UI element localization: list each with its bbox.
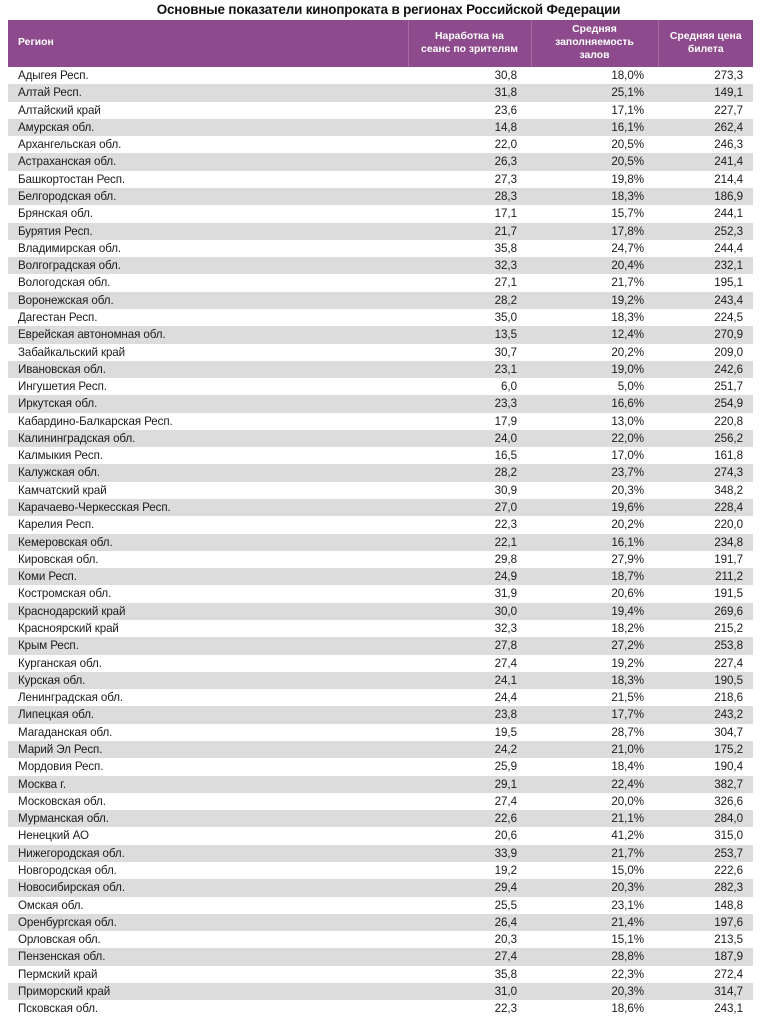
cell-attendance: 27,4 [408, 948, 531, 965]
cell-attendance: 29,1 [408, 776, 531, 793]
table-row[interactable] [8, 551, 753, 568]
cell-region: Мурманская обл. [8, 810, 408, 827]
cell-attendance: 23,6 [408, 102, 531, 119]
cell-price: 220,0 [658, 516, 753, 533]
cell-region: Московская обл. [8, 793, 408, 810]
cell-region: Забайкальский край [8, 344, 408, 361]
column-header-region[interactable] [8, 20, 408, 67]
cell-attendance: 27,1 [408, 274, 531, 291]
cell-price: 274,3 [658, 464, 753, 481]
table-row[interactable] [8, 776, 753, 793]
cell-price: 186,9 [658, 188, 753, 205]
cell-attendance: 23,1 [408, 361, 531, 378]
cell-attendance: 29,8 [408, 551, 531, 568]
cell-price: 284,0 [658, 810, 753, 827]
column-header-occupancy-line1: Средняя [572, 24, 617, 36]
cell-region: Бурятия Респ. [8, 223, 408, 240]
cell-attendance: 19,5 [408, 724, 531, 741]
cell-price: 228,4 [658, 499, 753, 516]
cell-occupancy: 16,1% [531, 534, 658, 551]
cell-occupancy: 22,3% [531, 966, 658, 983]
cell-occupancy: 17,1% [531, 102, 658, 119]
cell-attendance: 22,1 [408, 534, 531, 551]
column-header-price[interactable] [658, 20, 753, 67]
cell-occupancy: 20,5% [531, 136, 658, 153]
cell-price: 304,7 [658, 724, 753, 741]
cell-price: 190,5 [658, 672, 753, 689]
table-row[interactable] [8, 102, 753, 119]
cell-attendance: 23,8 [408, 706, 531, 723]
cell-attendance: 22,0 [408, 136, 531, 153]
cell-region: Ивановская обл. [8, 361, 408, 378]
cell-region: Башкортостан Респ. [8, 171, 408, 188]
cell-occupancy: 20,3% [531, 983, 658, 1000]
cell-occupancy: 20,4% [531, 257, 658, 274]
table-row[interactable] [8, 672, 753, 689]
cell-attendance: 23,3 [408, 395, 531, 412]
cell-price: 227,7 [658, 102, 753, 119]
cell-region: Оренбургская обл. [8, 914, 408, 931]
cell-attendance: 24,4 [408, 689, 531, 706]
table-row[interactable] [8, 706, 753, 723]
table-row[interactable] [8, 793, 753, 810]
cell-price: 149,1 [658, 84, 753, 101]
cell-occupancy: 23,1% [531, 897, 658, 914]
table-row[interactable] [8, 67, 753, 84]
cell-region: Пензенская обл. [8, 948, 408, 965]
cell-price: 242,6 [658, 361, 753, 378]
cell-price: 220,8 [658, 413, 753, 430]
table-row[interactable] [8, 119, 753, 136]
table-row[interactable] [8, 499, 753, 516]
table-row[interactable] [8, 741, 753, 758]
cell-price: 269,6 [658, 603, 753, 620]
cell-price: 222,6 [658, 862, 753, 879]
cell-region: Адыгея Респ. [8, 67, 408, 84]
column-header-attendance-line2: сеанс по зрителям [421, 43, 518, 55]
table-row[interactable] [8, 827, 753, 844]
table-row[interactable] [8, 914, 753, 931]
cell-attendance: 27,0 [408, 499, 531, 516]
cell-region: Псковская обл. [8, 1000, 408, 1017]
table-row[interactable] [8, 983, 753, 1000]
cell-region: Москва г. [8, 776, 408, 793]
cell-price: 253,8 [658, 637, 753, 654]
cell-region: Алтайский край [8, 102, 408, 119]
table-row[interactable] [8, 274, 753, 291]
cell-attendance: 33,9 [408, 845, 531, 862]
table-row[interactable] [8, 464, 753, 481]
cell-price: 270,9 [658, 326, 753, 343]
table-row[interactable] [8, 1000, 753, 1017]
cell-attendance: 24,2 [408, 741, 531, 758]
cell-occupancy: 18,6% [531, 1000, 658, 1017]
table-row[interactable] [8, 413, 753, 430]
cell-occupancy: 16,1% [531, 119, 658, 136]
cell-price: 191,7 [658, 551, 753, 568]
cell-occupancy: 18,3% [531, 672, 658, 689]
cell-attendance: 29,4 [408, 879, 531, 896]
cell-attendance: 17,9 [408, 413, 531, 430]
cell-attendance: 28,2 [408, 292, 531, 309]
cell-occupancy: 20,0% [531, 793, 658, 810]
cell-occupancy: 21,0% [531, 741, 658, 758]
cell-price: 326,6 [658, 793, 753, 810]
cell-attendance: 30,7 [408, 344, 531, 361]
cell-region: Камчатский край [8, 482, 408, 499]
cell-occupancy: 28,7% [531, 724, 658, 741]
cell-occupancy: 19,2% [531, 655, 658, 672]
cell-region: Пермский край [8, 966, 408, 983]
cell-occupancy: 15,1% [531, 931, 658, 948]
cell-region: Карелия Респ. [8, 516, 408, 533]
cell-price: 211,2 [658, 568, 753, 585]
cell-price: 241,4 [658, 153, 753, 170]
column-header-occupancy-line2: заполняемость [555, 37, 634, 49]
cell-price: 314,7 [658, 983, 753, 1000]
table-row[interactable] [8, 205, 753, 222]
cell-occupancy: 21,7% [531, 274, 658, 291]
cell-attendance: 35,0 [408, 309, 531, 326]
cell-occupancy: 28,8% [531, 948, 658, 965]
cell-attendance: 31,8 [408, 84, 531, 101]
cell-occupancy: 20,5% [531, 153, 658, 170]
table-row[interactable] [8, 948, 753, 965]
cell-occupancy: 21,4% [531, 914, 658, 931]
cell-attendance: 25,5 [408, 897, 531, 914]
cell-occupancy: 41,2% [531, 827, 658, 844]
cell-price: 161,8 [658, 447, 753, 464]
cell-attendance: 30,0 [408, 603, 531, 620]
cell-region: Астраханская обл. [8, 153, 408, 170]
cell-occupancy: 17,8% [531, 223, 658, 240]
cell-attendance: 17,1 [408, 205, 531, 222]
cell-attendance: 30,8 [408, 67, 531, 84]
cell-region: Кабардино-Балкарская Респ. [8, 413, 408, 430]
cell-occupancy: 23,7% [531, 464, 658, 481]
cell-region: Красноярский край [8, 620, 408, 637]
cell-region: Марий Эл Респ. [8, 741, 408, 758]
cell-region: Белгородская обл. [8, 188, 408, 205]
cell-attendance: 26,3 [408, 153, 531, 170]
cell-attendance: 26,4 [408, 914, 531, 931]
cell-price: 244,1 [658, 205, 753, 222]
cell-price: 195,1 [658, 274, 753, 291]
table-row[interactable] [8, 655, 753, 672]
cell-region: Крым Респ. [8, 637, 408, 654]
table-row[interactable] [8, 516, 753, 533]
cell-occupancy: 24,7% [531, 240, 658, 257]
cell-price: 315,0 [658, 827, 753, 844]
cell-attendance: 25,9 [408, 758, 531, 775]
cell-price: 243,4 [658, 292, 753, 309]
cell-occupancy: 15,0% [531, 862, 658, 879]
cell-occupancy: 20,3% [531, 879, 658, 896]
cell-occupancy: 20,3% [531, 482, 658, 499]
cell-attendance: 35,8 [408, 240, 531, 257]
column-header-attendance-line1: Наработка на [435, 30, 504, 42]
cell-price: 232,1 [658, 257, 753, 274]
cell-price: 382,7 [658, 776, 753, 793]
column-header-price-line1: Средняя цена [669, 30, 742, 42]
cell-attendance: 22,3 [408, 516, 531, 533]
table-row[interactable] [8, 344, 753, 361]
cell-price: 214,4 [658, 171, 753, 188]
cell-price: 218,6 [658, 689, 753, 706]
table-row[interactable] [8, 724, 753, 741]
table-row[interactable] [8, 240, 753, 257]
cell-attendance: 24,0 [408, 430, 531, 447]
cell-attendance: 35,8 [408, 966, 531, 983]
cell-occupancy: 19,0% [531, 361, 658, 378]
table-row[interactable] [8, 447, 753, 464]
table-row[interactable] [8, 257, 753, 274]
table-row[interactable] [8, 585, 753, 602]
table-row[interactable] [8, 603, 753, 620]
cell-price: 197,6 [658, 914, 753, 931]
cell-occupancy: 20,6% [531, 585, 658, 602]
cell-attendance: 20,3 [408, 931, 531, 948]
cell-region: Архангельская обл. [8, 136, 408, 153]
cell-attendance: 14,8 [408, 119, 531, 136]
cell-region: Еврейская автономная обл. [8, 326, 408, 343]
cell-occupancy: 20,2% [531, 344, 658, 361]
cell-price: 224,5 [658, 309, 753, 326]
table-row[interactable] [8, 171, 753, 188]
table-header-row [8, 20, 753, 67]
table-row[interactable] [8, 862, 753, 879]
cell-occupancy: 19,4% [531, 603, 658, 620]
cell-occupancy: 21,1% [531, 810, 658, 827]
cell-attendance: 32,3 [408, 620, 531, 637]
cell-region: Омская обл. [8, 897, 408, 914]
cell-attendance: 21,7 [408, 223, 531, 240]
cell-occupancy: 18,2% [531, 620, 658, 637]
cell-region: Ленинградская обл. [8, 689, 408, 706]
table-row[interactable] [8, 897, 753, 914]
cell-region: Владимирская обл. [8, 240, 408, 257]
table-row[interactable] [8, 534, 753, 551]
cell-region: Липецкая обл. [8, 706, 408, 723]
cell-attendance: 6,0 [408, 378, 531, 395]
cell-attendance: 22,6 [408, 810, 531, 827]
cell-region: Нижегородская обл. [8, 845, 408, 862]
table-row[interactable] [8, 136, 753, 153]
table-row[interactable] [8, 361, 753, 378]
cell-price: 262,4 [658, 119, 753, 136]
cell-region: Карачаево-Черкесская Респ. [8, 499, 408, 516]
cell-region: Орловская обл. [8, 931, 408, 948]
cell-occupancy: 17,7% [531, 706, 658, 723]
indicators-table-container [8, 20, 753, 1017]
cell-price: 244,4 [658, 240, 753, 257]
cell-attendance: 31,9 [408, 585, 531, 602]
cell-region: Приморский край [8, 983, 408, 1000]
table-row[interactable] [8, 84, 753, 101]
column-header-attendance[interactable] [408, 20, 531, 67]
column-header-occupancy[interactable] [531, 20, 658, 67]
cell-occupancy: 19,8% [531, 171, 658, 188]
column-header-region-label: Регион [18, 37, 54, 49]
cell-region: Курганская обл. [8, 655, 408, 672]
cell-attendance: 24,1 [408, 672, 531, 689]
cell-price: 246,3 [658, 136, 753, 153]
cell-price: 348,2 [658, 482, 753, 499]
cell-price: 256,2 [658, 430, 753, 447]
cell-region: Костромская обл. [8, 585, 408, 602]
cell-region: Новосибирская обл. [8, 879, 408, 896]
table-row[interactable] [8, 637, 753, 654]
cell-region: Курская обл. [8, 672, 408, 689]
cell-region: Магаданская обл. [8, 724, 408, 741]
cell-region: Волгоградская обл. [8, 257, 408, 274]
cell-region: Калининградская обл. [8, 430, 408, 447]
table-row[interactable] [8, 309, 753, 326]
cell-occupancy: 17,0% [531, 447, 658, 464]
cell-occupancy: 22,0% [531, 430, 658, 447]
cell-region: Воронежская обл. [8, 292, 408, 309]
cell-attendance: 22,3 [408, 1000, 531, 1017]
cell-attendance: 27,8 [408, 637, 531, 654]
cell-attendance: 19,2 [408, 862, 531, 879]
cell-occupancy: 13,0% [531, 413, 658, 430]
cell-price: 234,8 [658, 534, 753, 551]
cell-attendance: 27,4 [408, 655, 531, 672]
table-row[interactable] [8, 326, 753, 343]
cell-occupancy: 25,1% [531, 84, 658, 101]
cell-occupancy: 16,6% [531, 395, 658, 412]
table-row[interactable] [8, 966, 753, 983]
table-row[interactable] [8, 292, 753, 309]
cell-occupancy: 20,2% [531, 516, 658, 533]
cell-price: 282,3 [658, 879, 753, 896]
cell-region: Краснодарский край [8, 603, 408, 620]
cell-attendance: 13,5 [408, 326, 531, 343]
cell-occupancy: 22,4% [531, 776, 658, 793]
cell-occupancy: 18,7% [531, 568, 658, 585]
cell-price: 227,4 [658, 655, 753, 672]
table-row[interactable] [8, 378, 753, 395]
cell-price: 253,7 [658, 845, 753, 862]
cell-price: 254,9 [658, 395, 753, 412]
cell-price: 251,7 [658, 378, 753, 395]
column-header-occupancy-line3: залов [579, 49, 610, 61]
cell-occupancy: 21,7% [531, 845, 658, 862]
cell-attendance: 32,3 [408, 257, 531, 274]
cell-region: Кемеровская обл. [8, 534, 408, 551]
cell-price: 243,1 [658, 1000, 753, 1017]
cell-region: Коми Респ. [8, 568, 408, 585]
cell-region: Мордовия Респ. [8, 758, 408, 775]
cell-region: Новгородская обл. [8, 862, 408, 879]
cell-occupancy: 21,5% [531, 689, 658, 706]
cell-price: 190,4 [658, 758, 753, 775]
cell-region: Дагестан Респ. [8, 309, 408, 326]
indicators-table [8, 20, 753, 1017]
table-row[interactable] [8, 482, 753, 499]
cell-region: Ненецкий АО [8, 827, 408, 844]
cell-occupancy: 19,6% [531, 499, 658, 516]
cell-price: 175,2 [658, 741, 753, 758]
table-row[interactable] [8, 223, 753, 240]
cell-attendance: 16,5 [408, 447, 531, 464]
cell-region: Калмыкия Респ. [8, 447, 408, 464]
cell-occupancy: 12,4% [531, 326, 658, 343]
cell-attendance: 27,4 [408, 793, 531, 810]
cell-attendance: 31,0 [408, 983, 531, 1000]
cell-attendance: 20,6 [408, 827, 531, 844]
table-row[interactable] [8, 758, 753, 775]
cell-price: 213,5 [658, 931, 753, 948]
table-row[interactable] [8, 931, 753, 948]
cell-region: Ингушетия Респ. [8, 378, 408, 395]
cell-occupancy: 15,7% [531, 205, 658, 222]
cell-occupancy: 27,2% [531, 637, 658, 654]
cell-occupancy: 5,0% [531, 378, 658, 395]
page-title-bar [0, 0, 777, 20]
cell-region: Амурская обл. [8, 119, 408, 136]
cell-price: 273,3 [658, 67, 753, 84]
cell-price: 252,3 [658, 223, 753, 240]
cell-region: Калужская обл. [8, 464, 408, 481]
table-header [8, 20, 753, 67]
cell-region: Иркутская обл. [8, 395, 408, 412]
cell-occupancy: 19,2% [531, 292, 658, 309]
table-row[interactable] [8, 845, 753, 862]
cell-price: 187,9 [658, 948, 753, 965]
table-row[interactable] [8, 568, 753, 585]
cell-attendance: 30,9 [408, 482, 531, 499]
table-row[interactable] [8, 620, 753, 637]
cell-region: Вологодская обл. [8, 274, 408, 291]
table-row[interactable] [8, 153, 753, 170]
table-row[interactable] [8, 430, 753, 447]
cell-price: 191,5 [658, 585, 753, 602]
table-row[interactable] [8, 879, 753, 896]
table-row[interactable] [8, 689, 753, 706]
cell-occupancy: 27,9% [531, 551, 658, 568]
page-title: Основные показатели кинопроката в регионах Российской Федерации [156, 1, 621, 17]
table-row[interactable] [8, 188, 753, 205]
cell-occupancy: 18,3% [531, 309, 658, 326]
cell-attendance: 28,3 [408, 188, 531, 205]
table-row[interactable] [8, 810, 753, 827]
column-header-price-line2: билета [687, 43, 724, 55]
cell-occupancy: 18,0% [531, 67, 658, 84]
cell-occupancy: 18,3% [531, 188, 658, 205]
cell-price: 209,0 [658, 344, 753, 361]
cell-region: Алтай Респ. [8, 84, 408, 101]
cell-price: 272,4 [658, 966, 753, 983]
cell-region: Брянская обл. [8, 205, 408, 222]
cell-price: 215,2 [658, 620, 753, 637]
cell-attendance: 28,2 [408, 464, 531, 481]
cell-occupancy: 18,4% [531, 758, 658, 775]
table-body [8, 67, 753, 1017]
cell-region: Кировская обл. [8, 551, 408, 568]
cell-price: 243,2 [658, 706, 753, 723]
table-row[interactable] [8, 395, 753, 412]
cell-attendance: 24,9 [408, 568, 531, 585]
cell-attendance: 27,3 [408, 171, 531, 188]
cell-price: 148,8 [658, 897, 753, 914]
